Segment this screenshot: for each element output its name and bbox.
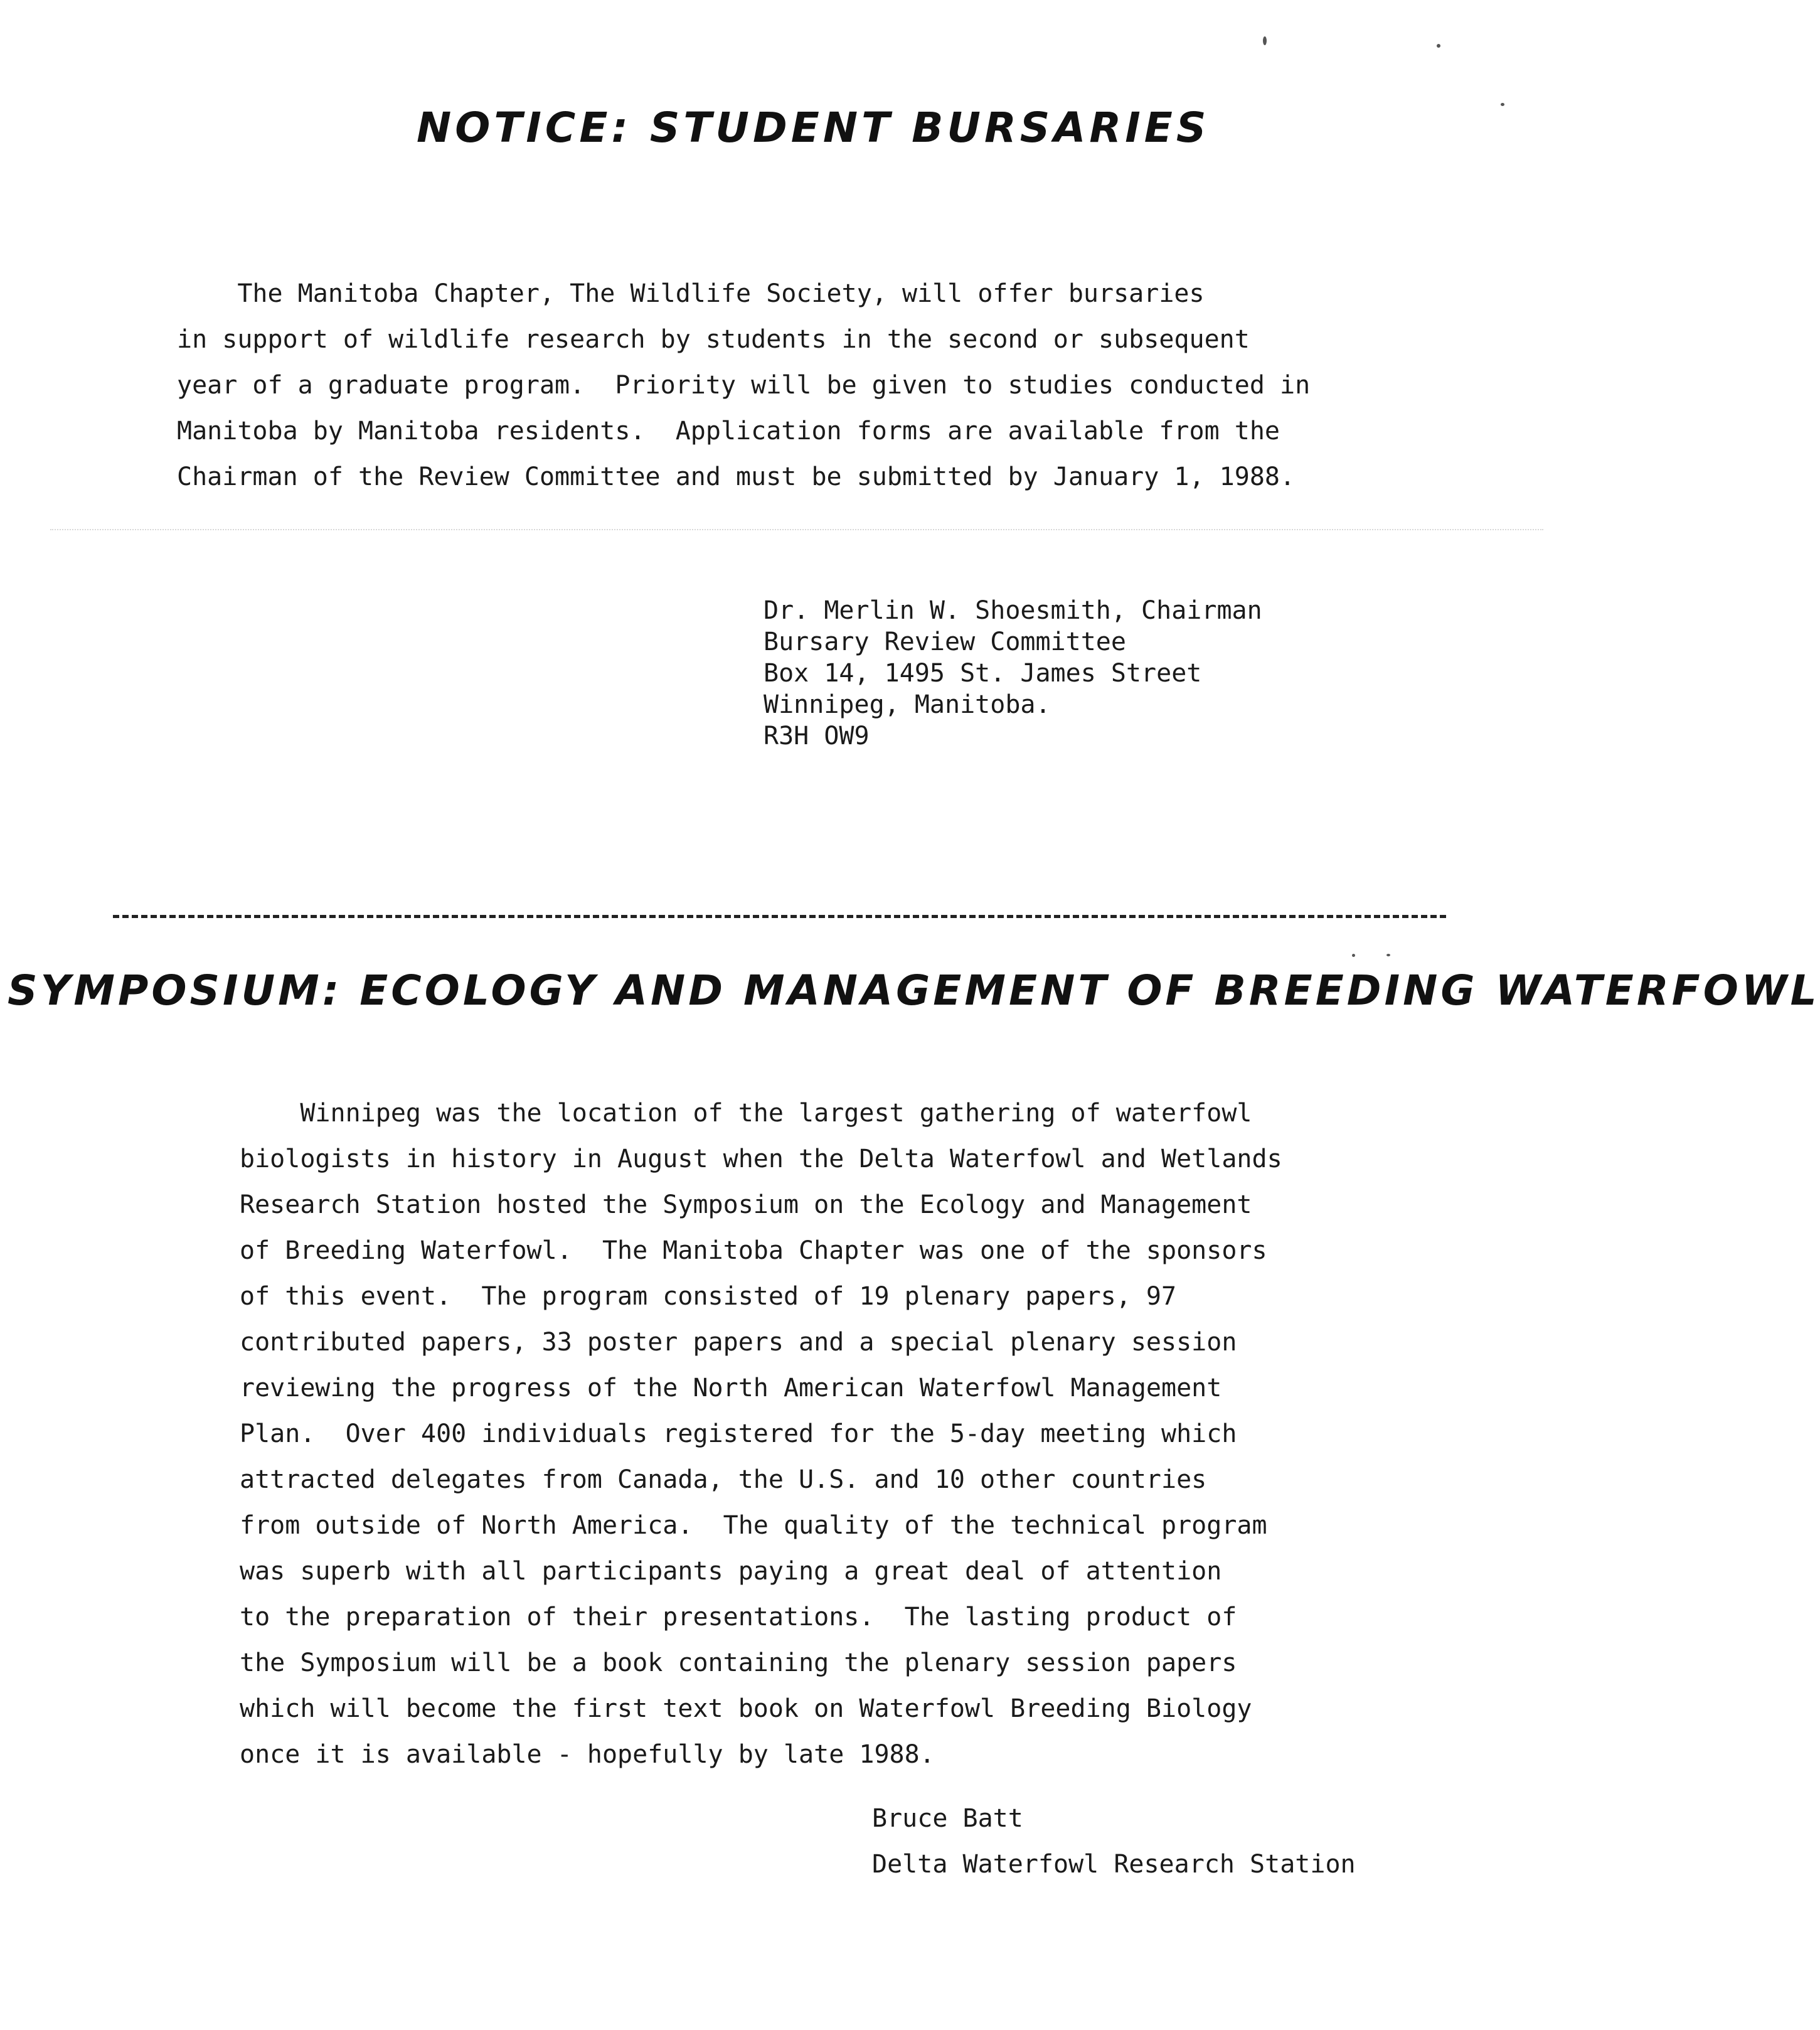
symposium-line: once it is available - hopefully by late 1988. <box>240 1740 935 1769</box>
symposium-line: Winnipeg was the location of the largest gathering of waterfowl <box>240 1099 1252 1128</box>
notice-paragraph <box>177 271 1310 500</box>
scan-speck <box>1501 103 1504 106</box>
symposium-line: the Symposium will be a book containing the plenary session papers <box>240 1648 1237 1677</box>
scan-speck <box>1437 44 1440 48</box>
notice-line: in support of wildlife research by students in the second or subsequent <box>177 325 1250 354</box>
symposium-line: from outside of North America. The quality of the technical program <box>240 1511 1267 1540</box>
notice-heading: NOTICE: STUDENT BURSARIES <box>417 104 1210 152</box>
address-line: Bursary Review Committee <box>764 628 1126 656</box>
symposium-line: which will become the first text book on Waterfowl Breeding Biology <box>240 1694 1252 1723</box>
symposium-line: Research Station hosted the Symposium on the Ecology and Management <box>240 1190 1252 1219</box>
address-line: Winnipeg, Manitoba. <box>764 690 1051 719</box>
notice-line: year of a graduate program. Priority will be given to studies conducted in <box>177 371 1311 400</box>
symposium-line: of Breeding Waterfowl. The Manitoba Chapter was one of the sponsors <box>240 1236 1267 1265</box>
notice-line: The Manitoba Chapter, The Wildlife Society, will offer bursaries <box>177 279 1205 308</box>
address-line: Box 14, 1495 St. James Street <box>764 659 1202 688</box>
symposium-signature <box>872 1796 1356 1888</box>
scan-speck <box>1263 36 1267 45</box>
symposium-line: contributed papers, 33 poster papers and a special plenary session <box>240 1328 1237 1357</box>
symposium-heading: SYMPOSIUM: ECOLOGY AND MANAGEMENT OF BREEDING WATERFOWL <box>8 966 1820 1015</box>
address-line: Dr. Merlin W. Shoesmith, Chairman <box>764 596 1262 625</box>
address-line: R3H OW9 <box>764 722 870 751</box>
signature-affiliation: Delta Waterfowl Research Station <box>872 1850 1356 1879</box>
signature-name: Bruce Batt <box>872 1804 1023 1833</box>
notice-line: Chairman of the Review Committee and must be submitted by January 1, 1988. <box>177 462 1296 491</box>
section-divider <box>113 915 1446 918</box>
symposium-line: was superb with all participants paying a great deal of attention <box>240 1557 1222 1586</box>
contact-address <box>764 595 1262 752</box>
faint-scan-line <box>50 529 1543 530</box>
symposium-line: to the preparation of their presentations. The lasting product of <box>240 1603 1237 1632</box>
symposium-line: of this event. The program consisted of 19 plenary papers, 97 <box>240 1282 1177 1311</box>
symposium-line: reviewing the progress of the North American Waterfowl Management <box>240 1374 1222 1402</box>
symposium-line: biologists in history in August when the Delta Waterfowl and Wetlands <box>240 1145 1282 1173</box>
symposium-paragraph <box>240 1091 1282 1778</box>
scan-speck <box>1386 954 1390 956</box>
notice-line: Manitoba by Manitoba residents. Application forms are available from the <box>177 417 1280 446</box>
symposium-line: Plan. Over 400 individuals registered for the 5-day meeting which <box>240 1419 1237 1448</box>
symposium-line: attracted delegates from Canada, the U.S. and 10 other countries <box>240 1465 1207 1494</box>
scan-speck <box>1352 954 1355 957</box>
